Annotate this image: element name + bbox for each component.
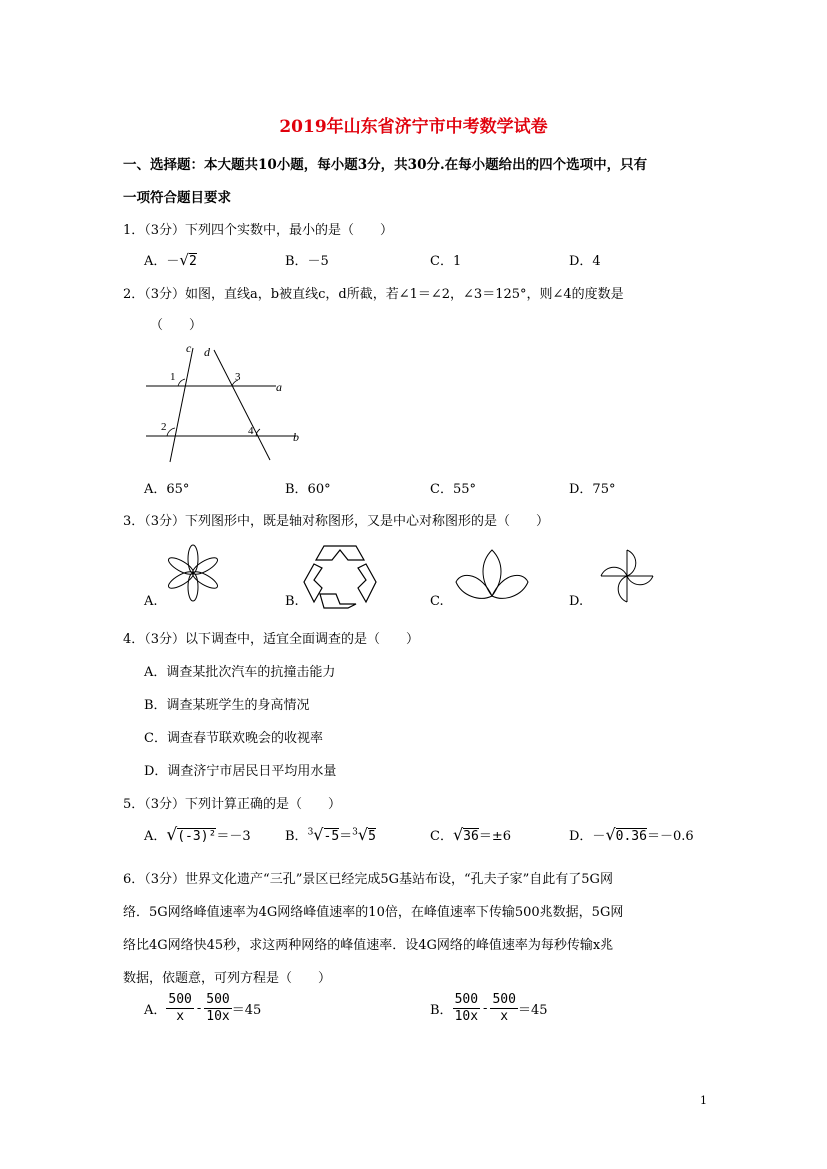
q6-option-b (430, 992, 547, 1025)
q3-figure-a-flower (160, 540, 230, 610)
question-3-stem: 3．（3分）下列图形中，既是轴对称图形，又是中心对称图形的是（ ） (123, 514, 550, 529)
q2-option-a: A．65° (144, 482, 190, 497)
numerator: 500 (454, 992, 479, 1007)
q6-a-fraction-1 (166, 992, 193, 1025)
question-6-line4: 数据，依题意，可列方程是（ ） (123, 971, 332, 986)
line-d (214, 350, 270, 460)
q3-option-b: B. (285, 594, 299, 609)
q5-c-prefix: C． (430, 829, 453, 844)
question-6-line3: 络比4G网络快45秒，求这两种网络的峰值速率．设4G网络的峰值速率为每秒传输x兆 (123, 938, 614, 953)
numerator: 500 (492, 992, 516, 1007)
q3-figure-d-pinwheel (592, 544, 662, 608)
question-6-line1: 6．（3分）世界文化遗产“三孔”景区已经完成5G基站布设，“孔夫子家”自此有了5G网 (123, 872, 613, 887)
q6-b-prefix: B． (430, 1003, 453, 1018)
q5-b-radicand: -5 (323, 829, 340, 844)
q6-b-fraction-2 (490, 992, 517, 1025)
question-4-stem: 4．（3分）以下调查中，适宜全面调查的是（ ） (123, 632, 420, 647)
q5-b-radicand2: 5 (368, 829, 376, 844)
angle-4-label: 4 (248, 425, 254, 437)
question-6-line2: 络．5G网络峰值速率为4G网络峰值速率的10倍，在峰值速率下传输500兆数据，5G网 (123, 905, 624, 920)
q1-option-a-prefix: A．－ (144, 254, 180, 269)
denominator: 10x (206, 1009, 230, 1024)
question-5-stem: 5．（3分）下列计算正确的是（ ） (123, 797, 342, 812)
question-1-stem: 1．（3分）下列四个实数中，最小的是（ ） (123, 223, 394, 238)
q3-option-c: C. (430, 594, 444, 609)
q3-figure-c-lotus (452, 544, 532, 608)
section-heading-line1: 一、选择题：本大题共10小题，每小题3分，共30分.在每小题给出的四个选项中，只有 (123, 157, 648, 173)
q4-option-b: B．调查某班学生的身高情况 (144, 698, 310, 713)
q4-option-d: D．调查济宁市居民日平均用水量 (144, 764, 337, 779)
q1-option-a-radicand: 2 (188, 254, 197, 269)
q4-option-a: A．调查某批次汽车的抗撞击能力 (144, 665, 336, 680)
sqrt-sign: √ (179, 251, 189, 269)
q3-option-a: A. (144, 594, 158, 609)
q5-b-index: 3 (307, 827, 314, 838)
q5-a-result: ＝－3 (216, 829, 251, 844)
page-number: 1 (700, 1094, 707, 1107)
label-b: b (293, 430, 299, 444)
angle-3-label: 3 (235, 371, 241, 383)
denominator: 10x (454, 1009, 479, 1024)
q1-option-a (144, 250, 197, 269)
q5-option-d (569, 825, 694, 844)
q6-a-result: ＝45 (231, 1003, 262, 1018)
q2-figure (138, 340, 308, 465)
q6-option-a (144, 992, 261, 1025)
page-title: 2019年山东省济宁市中考数学试卷 (279, 117, 548, 137)
q6-b-fraction-1 (453, 992, 480, 1025)
q5-d-prefix: D．－ (569, 829, 606, 844)
q5-d-result: ＝－0.6 (646, 829, 694, 844)
sqrt-sign: √ (452, 825, 464, 844)
numerator: 500 (168, 992, 192, 1007)
q5-a-radicand: (-3)² (177, 829, 217, 844)
denominator: x (176, 1009, 185, 1024)
q2-option-c: C．55° (430, 482, 476, 497)
angle-1-label: 1 (170, 371, 176, 383)
q6-a-fraction-2 (204, 992, 231, 1025)
q5-option-c (430, 825, 511, 844)
q4-option-c: C．调查春节联欢晚会的收视率 (144, 731, 323, 746)
q2-option-b: B．60° (285, 482, 331, 497)
question-2-stem-paren: （ ） (150, 318, 203, 333)
sqrt-sign: √ (357, 825, 369, 844)
label-d: d (204, 345, 210, 359)
q3-figure-b-recycle (300, 542, 380, 612)
angle-2-label: 2 (161, 421, 167, 433)
section-heading-line2: 一项符合题目要求 (123, 190, 231, 206)
minus-sign: - (196, 1001, 202, 1016)
q5-c-result: ＝±6 (478, 829, 511, 844)
q1-option-b: B．－5 (285, 254, 329, 269)
line-c (170, 348, 193, 462)
q1-option-d: D．4 (569, 254, 601, 269)
label-a: a (276, 380, 282, 394)
numerator: 500 (206, 992, 230, 1007)
q3-option-d: D. (569, 594, 584, 609)
sqrt-sign: √ (605, 825, 616, 844)
question-2-stem: 2．（3分）如图，直线a，b被直线c，d所截，若∠1＝∠2，∠3＝125°，则∠4的度数是 (123, 287, 624, 302)
q5-c-radicand: 36 (463, 829, 479, 844)
q5-b-eq: ＝ (339, 829, 353, 844)
q5-b-index2: 3 (352, 827, 358, 838)
denominator: x (500, 1009, 509, 1024)
q5-d-radicand: 0.36 (615, 829, 647, 844)
q1-option-c: C．1 (430, 254, 462, 269)
sqrt-sign: √ (313, 825, 324, 844)
q5-b-prefix: B． (285, 829, 308, 844)
q5-option-a (144, 825, 251, 845)
label-c: c (186, 341, 192, 355)
q2-option-d: D．75° (569, 482, 616, 497)
q5-option-b (285, 825, 376, 844)
q5-a-prefix: A． (144, 829, 167, 844)
sqrt-sign: √ (166, 825, 178, 845)
q6-b-result: ＝45 (517, 1003, 548, 1018)
q6-a-prefix: A． (144, 1003, 167, 1018)
minus-sign: - (483, 1001, 488, 1016)
